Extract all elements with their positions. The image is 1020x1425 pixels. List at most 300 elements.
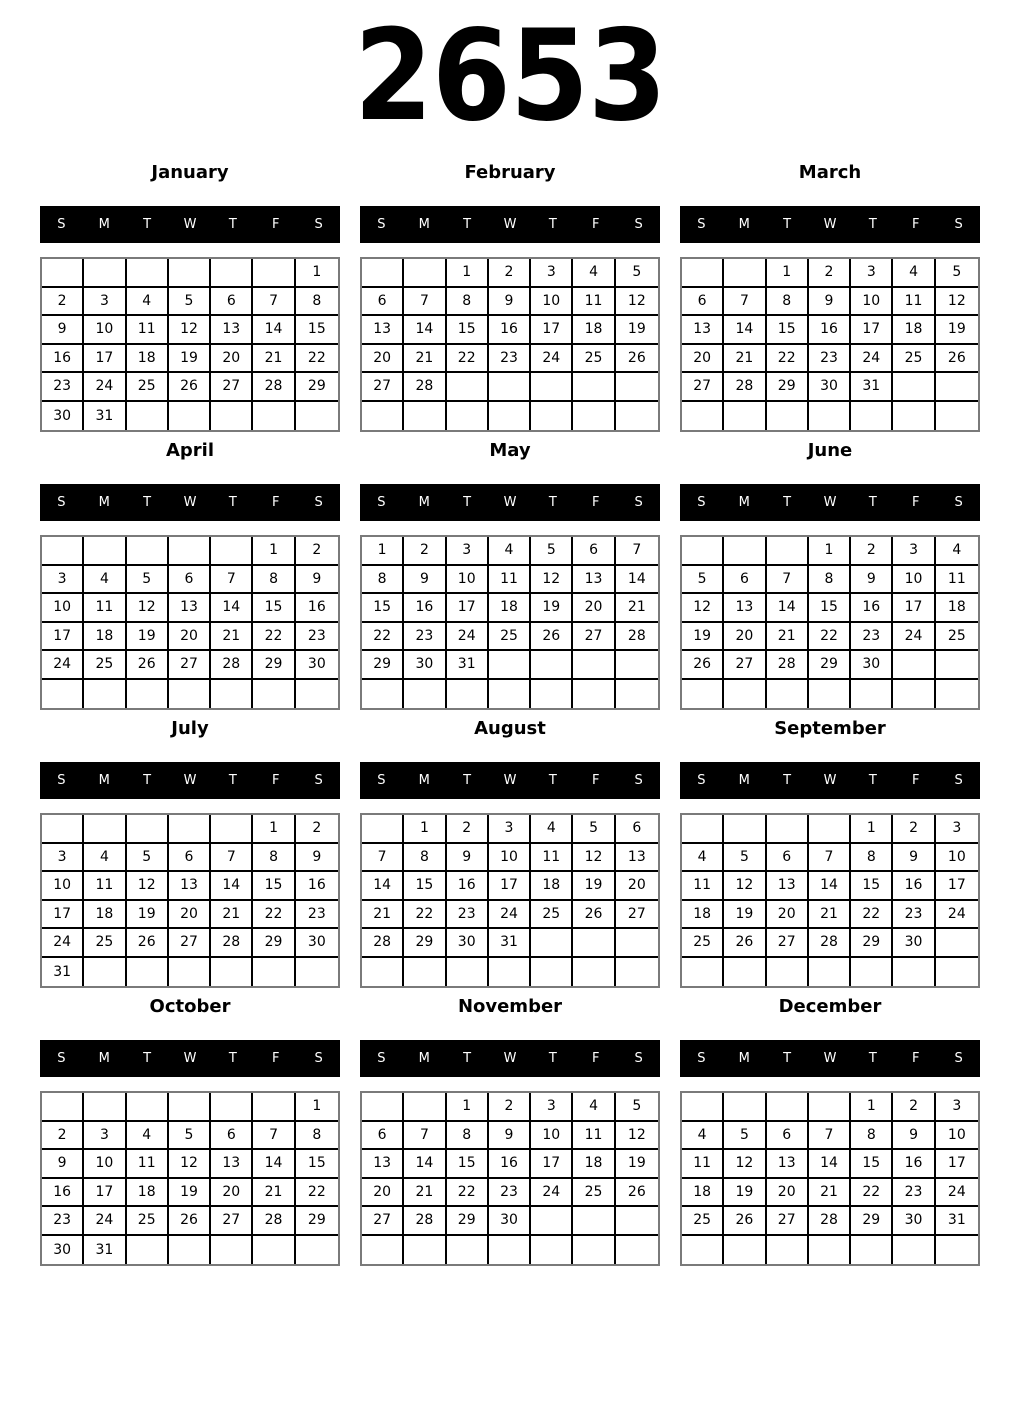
date-cell: 14 — [724, 316, 766, 345]
day-header-cell: S — [57, 773, 66, 788]
date-cell: 30 — [404, 651, 446, 680]
date-cell: 24 — [84, 1207, 126, 1236]
empty-cell — [724, 680, 766, 709]
date-cell: 10 — [851, 288, 893, 317]
date-cell: 20 — [767, 1179, 809, 1208]
date-cell: 8 — [253, 566, 295, 595]
date-cell: 22 — [851, 1179, 893, 1208]
date-cell: 23 — [893, 901, 935, 930]
empty-cell — [531, 929, 573, 958]
date-cell: 4 — [682, 1122, 724, 1151]
day-header-cell: M — [738, 1051, 750, 1066]
date-cell: 4 — [84, 844, 126, 873]
date-cell: 28 — [616, 623, 658, 652]
date-cell: 23 — [404, 623, 446, 652]
date-cell: 6 — [211, 1122, 253, 1151]
date-cell: 28 — [724, 373, 766, 402]
date-cell: 18 — [573, 316, 615, 345]
day-header-cell: T — [548, 1051, 557, 1066]
date-cell: 23 — [851, 623, 893, 652]
date-cell: 25 — [84, 929, 126, 958]
date-cell: 10 — [531, 288, 573, 317]
date-cell: 2 — [296, 815, 338, 844]
month-block-april — [40, 438, 340, 710]
date-cell: 18 — [682, 1179, 724, 1208]
date-cell: 18 — [489, 594, 531, 623]
date-cell: 18 — [893, 316, 935, 345]
date-cell: 8 — [362, 566, 404, 595]
date-cell: 31 — [489, 929, 531, 958]
empty-cell — [169, 1093, 211, 1122]
date-cell: 30 — [447, 929, 489, 958]
empty-cell — [42, 1093, 84, 1122]
day-header-cell: F — [911, 1051, 920, 1066]
date-cell: 12 — [169, 316, 211, 345]
date-cell: 19 — [169, 1179, 211, 1208]
day-header-cell: M — [418, 1051, 430, 1066]
empty-cell — [531, 402, 573, 431]
date-cell: 8 — [851, 1122, 893, 1151]
empty-cell — [531, 373, 573, 402]
date-cell: 3 — [936, 1093, 978, 1122]
date-cell: 19 — [682, 623, 724, 652]
date-cell: 4 — [682, 844, 724, 873]
date-cell: 5 — [127, 566, 169, 595]
empty-cell — [211, 1093, 253, 1122]
date-cell: 30 — [893, 1207, 935, 1236]
empty-cell — [127, 680, 169, 709]
date-cell: 21 — [809, 901, 851, 930]
empty-cell — [447, 402, 489, 431]
date-cell: 21 — [404, 1179, 446, 1208]
date-cell: 24 — [42, 651, 84, 680]
month-title: September — [774, 718, 886, 739]
date-cell: 2 — [893, 815, 935, 844]
date-cell: 1 — [447, 259, 489, 288]
date-cell: 14 — [404, 316, 446, 345]
day-header-cell: S — [954, 773, 963, 788]
month-title: February — [464, 162, 556, 183]
date-cell: 29 — [404, 929, 446, 958]
date-cell: 10 — [489, 844, 531, 873]
day-of-week-header — [360, 206, 660, 243]
empty-cell — [616, 651, 658, 680]
empty-cell — [447, 373, 489, 402]
date-cell: 8 — [253, 844, 295, 873]
empty-cell — [682, 259, 724, 288]
date-cell: 5 — [616, 1093, 658, 1122]
empty-cell — [851, 402, 893, 431]
date-cell: 19 — [616, 316, 658, 345]
date-cell: 21 — [767, 623, 809, 652]
day-header-cell: F — [271, 495, 280, 510]
date-cell: 19 — [127, 901, 169, 930]
date-cell: 15 — [253, 872, 295, 901]
empty-cell — [253, 402, 295, 431]
date-cell: 16 — [893, 872, 935, 901]
date-cell: 29 — [296, 1207, 338, 1236]
day-header-cell: S — [954, 495, 963, 510]
month-block-march — [680, 160, 980, 432]
day-header-cell: M — [738, 773, 750, 788]
date-cell: 18 — [84, 901, 126, 930]
date-cell: 15 — [447, 316, 489, 345]
date-cell: 4 — [489, 537, 531, 566]
day-header-cell: T — [143, 773, 152, 788]
day-header-cell: M — [98, 495, 110, 510]
day-header-cell: T — [868, 495, 877, 510]
calendar-page — [0, 2, 1020, 1266]
day-header-cell: T — [548, 495, 557, 510]
day-header-cell: M — [98, 217, 110, 232]
date-cell: 17 — [531, 1150, 573, 1179]
date-cell: 3 — [531, 1093, 573, 1122]
date-cell: 6 — [211, 288, 253, 317]
date-cell: 17 — [936, 872, 978, 901]
empty-cell — [682, 680, 724, 709]
date-cell: 21 — [211, 901, 253, 930]
empty-cell — [573, 651, 615, 680]
date-cell: 9 — [404, 566, 446, 595]
date-cell: 17 — [84, 1179, 126, 1208]
empty-cell — [767, 680, 809, 709]
empty-cell — [127, 1093, 169, 1122]
empty-cell — [573, 680, 615, 709]
day-header-cell: S — [314, 217, 323, 232]
day-header-cell: T — [548, 217, 557, 232]
day-header-cell: T — [548, 773, 557, 788]
month-title: January — [151, 162, 229, 183]
day-header-cell: F — [271, 217, 280, 232]
date-grid — [680, 1091, 980, 1266]
date-cell: 3 — [84, 1122, 126, 1151]
date-cell: 9 — [893, 1122, 935, 1151]
date-cell: 3 — [447, 537, 489, 566]
empty-cell — [616, 373, 658, 402]
date-cell: 21 — [404, 345, 446, 374]
date-cell: 17 — [489, 872, 531, 901]
date-cell: 18 — [531, 872, 573, 901]
date-cell: 7 — [616, 537, 658, 566]
date-cell: 16 — [404, 594, 446, 623]
empty-cell — [936, 402, 978, 431]
empty-cell — [127, 537, 169, 566]
empty-cell — [253, 958, 295, 987]
date-cell: 7 — [809, 844, 851, 873]
month-block-june — [680, 438, 980, 710]
date-cell: 3 — [893, 537, 935, 566]
date-cell: 12 — [531, 566, 573, 595]
date-cell: 17 — [42, 901, 84, 930]
empty-cell — [404, 1236, 446, 1265]
day-header-cell: F — [591, 773, 600, 788]
empty-cell — [893, 958, 935, 987]
date-cell: 29 — [253, 929, 295, 958]
date-cell: 23 — [447, 901, 489, 930]
empty-cell — [616, 1207, 658, 1236]
date-cell: 11 — [84, 594, 126, 623]
date-cell: 25 — [127, 373, 169, 402]
day-header-cell: F — [911, 773, 920, 788]
date-cell: 19 — [531, 594, 573, 623]
day-of-week-header — [680, 762, 980, 799]
date-cell: 1 — [253, 537, 295, 566]
date-cell: 5 — [169, 288, 211, 317]
date-cell: 25 — [84, 651, 126, 680]
day-header-cell: T — [463, 217, 472, 232]
empty-cell — [936, 680, 978, 709]
date-cell: 23 — [42, 373, 84, 402]
day-header-cell: S — [634, 773, 643, 788]
day-header-cell: M — [738, 495, 750, 510]
day-header-cell: M — [418, 773, 430, 788]
date-cell: 10 — [936, 844, 978, 873]
date-cell: 29 — [447, 1207, 489, 1236]
date-cell: 11 — [682, 872, 724, 901]
date-cell: 29 — [851, 929, 893, 958]
empty-cell — [127, 958, 169, 987]
date-cell: 22 — [851, 901, 893, 930]
empty-cell — [616, 402, 658, 431]
date-cell: 12 — [616, 288, 658, 317]
day-header-cell: T — [228, 1051, 237, 1066]
date-cell: 24 — [447, 623, 489, 652]
empty-cell — [296, 1236, 338, 1265]
day-header-cell: S — [634, 495, 643, 510]
date-cell: 9 — [447, 844, 489, 873]
day-of-week-header — [40, 762, 340, 799]
day-header-cell: T — [463, 1051, 472, 1066]
day-header-cell: S — [634, 217, 643, 232]
date-cell: 6 — [573, 537, 615, 566]
date-cell: 15 — [253, 594, 295, 623]
date-cell: 5 — [169, 1122, 211, 1151]
date-cell: 3 — [42, 844, 84, 873]
day-header-cell: T — [228, 217, 237, 232]
empty-cell — [296, 958, 338, 987]
date-cell: 3 — [851, 259, 893, 288]
date-cell: 1 — [362, 537, 404, 566]
empty-cell — [489, 402, 531, 431]
day-header-cell: F — [591, 1051, 600, 1066]
empty-cell — [616, 958, 658, 987]
date-cell: 7 — [362, 844, 404, 873]
day-header-cell: S — [954, 217, 963, 232]
day-header-cell: T — [143, 1051, 152, 1066]
date-cell: 13 — [682, 316, 724, 345]
empty-cell — [724, 1236, 766, 1265]
day-header-cell: T — [463, 495, 472, 510]
date-cell: 22 — [296, 345, 338, 374]
empty-cell — [253, 1093, 295, 1122]
empty-cell — [489, 1236, 531, 1265]
date-grid — [40, 813, 340, 988]
date-grid — [360, 1091, 660, 1266]
date-cell: 18 — [84, 623, 126, 652]
date-cell: 12 — [936, 288, 978, 317]
date-cell: 15 — [404, 872, 446, 901]
date-cell: 14 — [616, 566, 658, 595]
empty-cell — [211, 402, 253, 431]
date-cell: 28 — [362, 929, 404, 958]
date-cell: 11 — [573, 1122, 615, 1151]
empty-cell — [616, 929, 658, 958]
date-cell: 17 — [851, 316, 893, 345]
date-cell: 4 — [531, 815, 573, 844]
day-header-cell: S — [697, 495, 706, 510]
empty-cell — [447, 1236, 489, 1265]
date-cell: 6 — [682, 288, 724, 317]
empty-cell — [573, 1236, 615, 1265]
date-cell: 24 — [893, 623, 935, 652]
date-cell: 29 — [362, 651, 404, 680]
empty-cell — [169, 402, 211, 431]
date-cell: 2 — [42, 288, 84, 317]
day-header-cell: T — [463, 773, 472, 788]
day-of-week-header — [680, 1040, 980, 1077]
date-cell: 25 — [936, 623, 978, 652]
day-header-cell: W — [503, 495, 517, 510]
day-header-cell: M — [98, 773, 110, 788]
date-cell: 21 — [724, 345, 766, 374]
date-cell: 27 — [767, 929, 809, 958]
date-cell: 13 — [573, 566, 615, 595]
year-title: 2653 — [353, 2, 667, 149]
empty-cell — [936, 373, 978, 402]
day-header-cell: T — [783, 495, 792, 510]
month-title: May — [489, 440, 531, 461]
date-cell: 19 — [127, 623, 169, 652]
empty-cell — [211, 815, 253, 844]
date-grid — [680, 535, 980, 710]
date-cell: 14 — [767, 594, 809, 623]
date-cell: 13 — [211, 1150, 253, 1179]
empty-cell — [616, 1236, 658, 1265]
date-cell: 23 — [489, 1179, 531, 1208]
date-cell: 31 — [447, 651, 489, 680]
date-cell: 31 — [42, 958, 84, 987]
date-cell: 22 — [447, 345, 489, 374]
date-cell: 21 — [253, 345, 295, 374]
empty-cell — [682, 402, 724, 431]
day-header-cell: T — [228, 495, 237, 510]
empty-cell — [893, 373, 935, 402]
empty-cell — [169, 1236, 211, 1265]
empty-cell — [616, 680, 658, 709]
empty-cell — [809, 958, 851, 987]
empty-cell — [362, 680, 404, 709]
date-cell: 28 — [404, 1207, 446, 1236]
date-cell: 20 — [362, 1179, 404, 1208]
empty-cell — [362, 1236, 404, 1265]
empty-cell — [296, 402, 338, 431]
date-cell: 6 — [767, 1122, 809, 1151]
month-block-august — [360, 716, 660, 988]
date-cell: 10 — [447, 566, 489, 595]
month-title: December — [778, 996, 882, 1017]
month-title: April — [165, 440, 215, 461]
date-cell: 25 — [127, 1207, 169, 1236]
date-cell: 22 — [362, 623, 404, 652]
date-cell: 15 — [447, 1150, 489, 1179]
date-cell: 20 — [767, 901, 809, 930]
date-cell: 25 — [573, 1179, 615, 1208]
empty-cell — [84, 259, 126, 288]
date-cell: 11 — [489, 566, 531, 595]
date-cell: 24 — [531, 345, 573, 374]
date-cell: 16 — [42, 345, 84, 374]
day-header-cell: T — [783, 1051, 792, 1066]
date-cell: 10 — [42, 872, 84, 901]
empty-cell — [936, 1236, 978, 1265]
date-cell: 17 — [42, 623, 84, 652]
empty-cell — [127, 402, 169, 431]
empty-cell — [489, 958, 531, 987]
date-cell: 9 — [851, 566, 893, 595]
empty-cell — [767, 537, 809, 566]
date-cell: 13 — [362, 1150, 404, 1179]
day-header-cell: S — [57, 1051, 66, 1066]
empty-cell — [531, 958, 573, 987]
empty-cell — [682, 1236, 724, 1265]
day-of-week-header — [40, 1040, 340, 1077]
date-cell: 25 — [489, 623, 531, 652]
empty-cell — [893, 402, 935, 431]
empty-cell — [573, 402, 615, 431]
date-cell: 23 — [893, 1179, 935, 1208]
date-cell: 9 — [489, 1122, 531, 1151]
empty-cell — [42, 815, 84, 844]
date-cell: 15 — [362, 594, 404, 623]
empty-cell — [682, 537, 724, 566]
date-cell: 14 — [253, 316, 295, 345]
empty-cell — [724, 402, 766, 431]
date-cell: 5 — [127, 844, 169, 873]
empty-cell — [724, 815, 766, 844]
date-cell: 21 — [616, 594, 658, 623]
date-cell: 21 — [253, 1179, 295, 1208]
date-cell: 29 — [851, 1207, 893, 1236]
date-cell: 20 — [211, 1179, 253, 1208]
months-grid — [0, 160, 1020, 1266]
date-cell: 27 — [362, 373, 404, 402]
empty-cell — [169, 537, 211, 566]
date-cell: 17 — [531, 316, 573, 345]
date-cell: 9 — [809, 288, 851, 317]
empty-cell — [767, 1236, 809, 1265]
date-cell: 11 — [573, 288, 615, 317]
date-cell: 28 — [404, 373, 446, 402]
date-cell: 21 — [809, 1179, 851, 1208]
day-header-cell: S — [57, 217, 66, 232]
date-cell: 31 — [936, 1207, 978, 1236]
date-cell: 6 — [169, 566, 211, 595]
date-cell: 16 — [893, 1150, 935, 1179]
date-cell: 22 — [447, 1179, 489, 1208]
empty-cell — [211, 537, 253, 566]
date-cell: 31 — [84, 402, 126, 431]
date-cell: 5 — [616, 259, 658, 288]
date-cell: 4 — [127, 1122, 169, 1151]
date-cell: 10 — [936, 1122, 978, 1151]
date-cell: 17 — [936, 1150, 978, 1179]
month-title: June — [807, 440, 853, 461]
date-cell: 16 — [296, 594, 338, 623]
date-cell: 25 — [531, 901, 573, 930]
month-block-october — [40, 994, 340, 1266]
month-title: November — [457, 996, 563, 1017]
empty-cell — [724, 958, 766, 987]
